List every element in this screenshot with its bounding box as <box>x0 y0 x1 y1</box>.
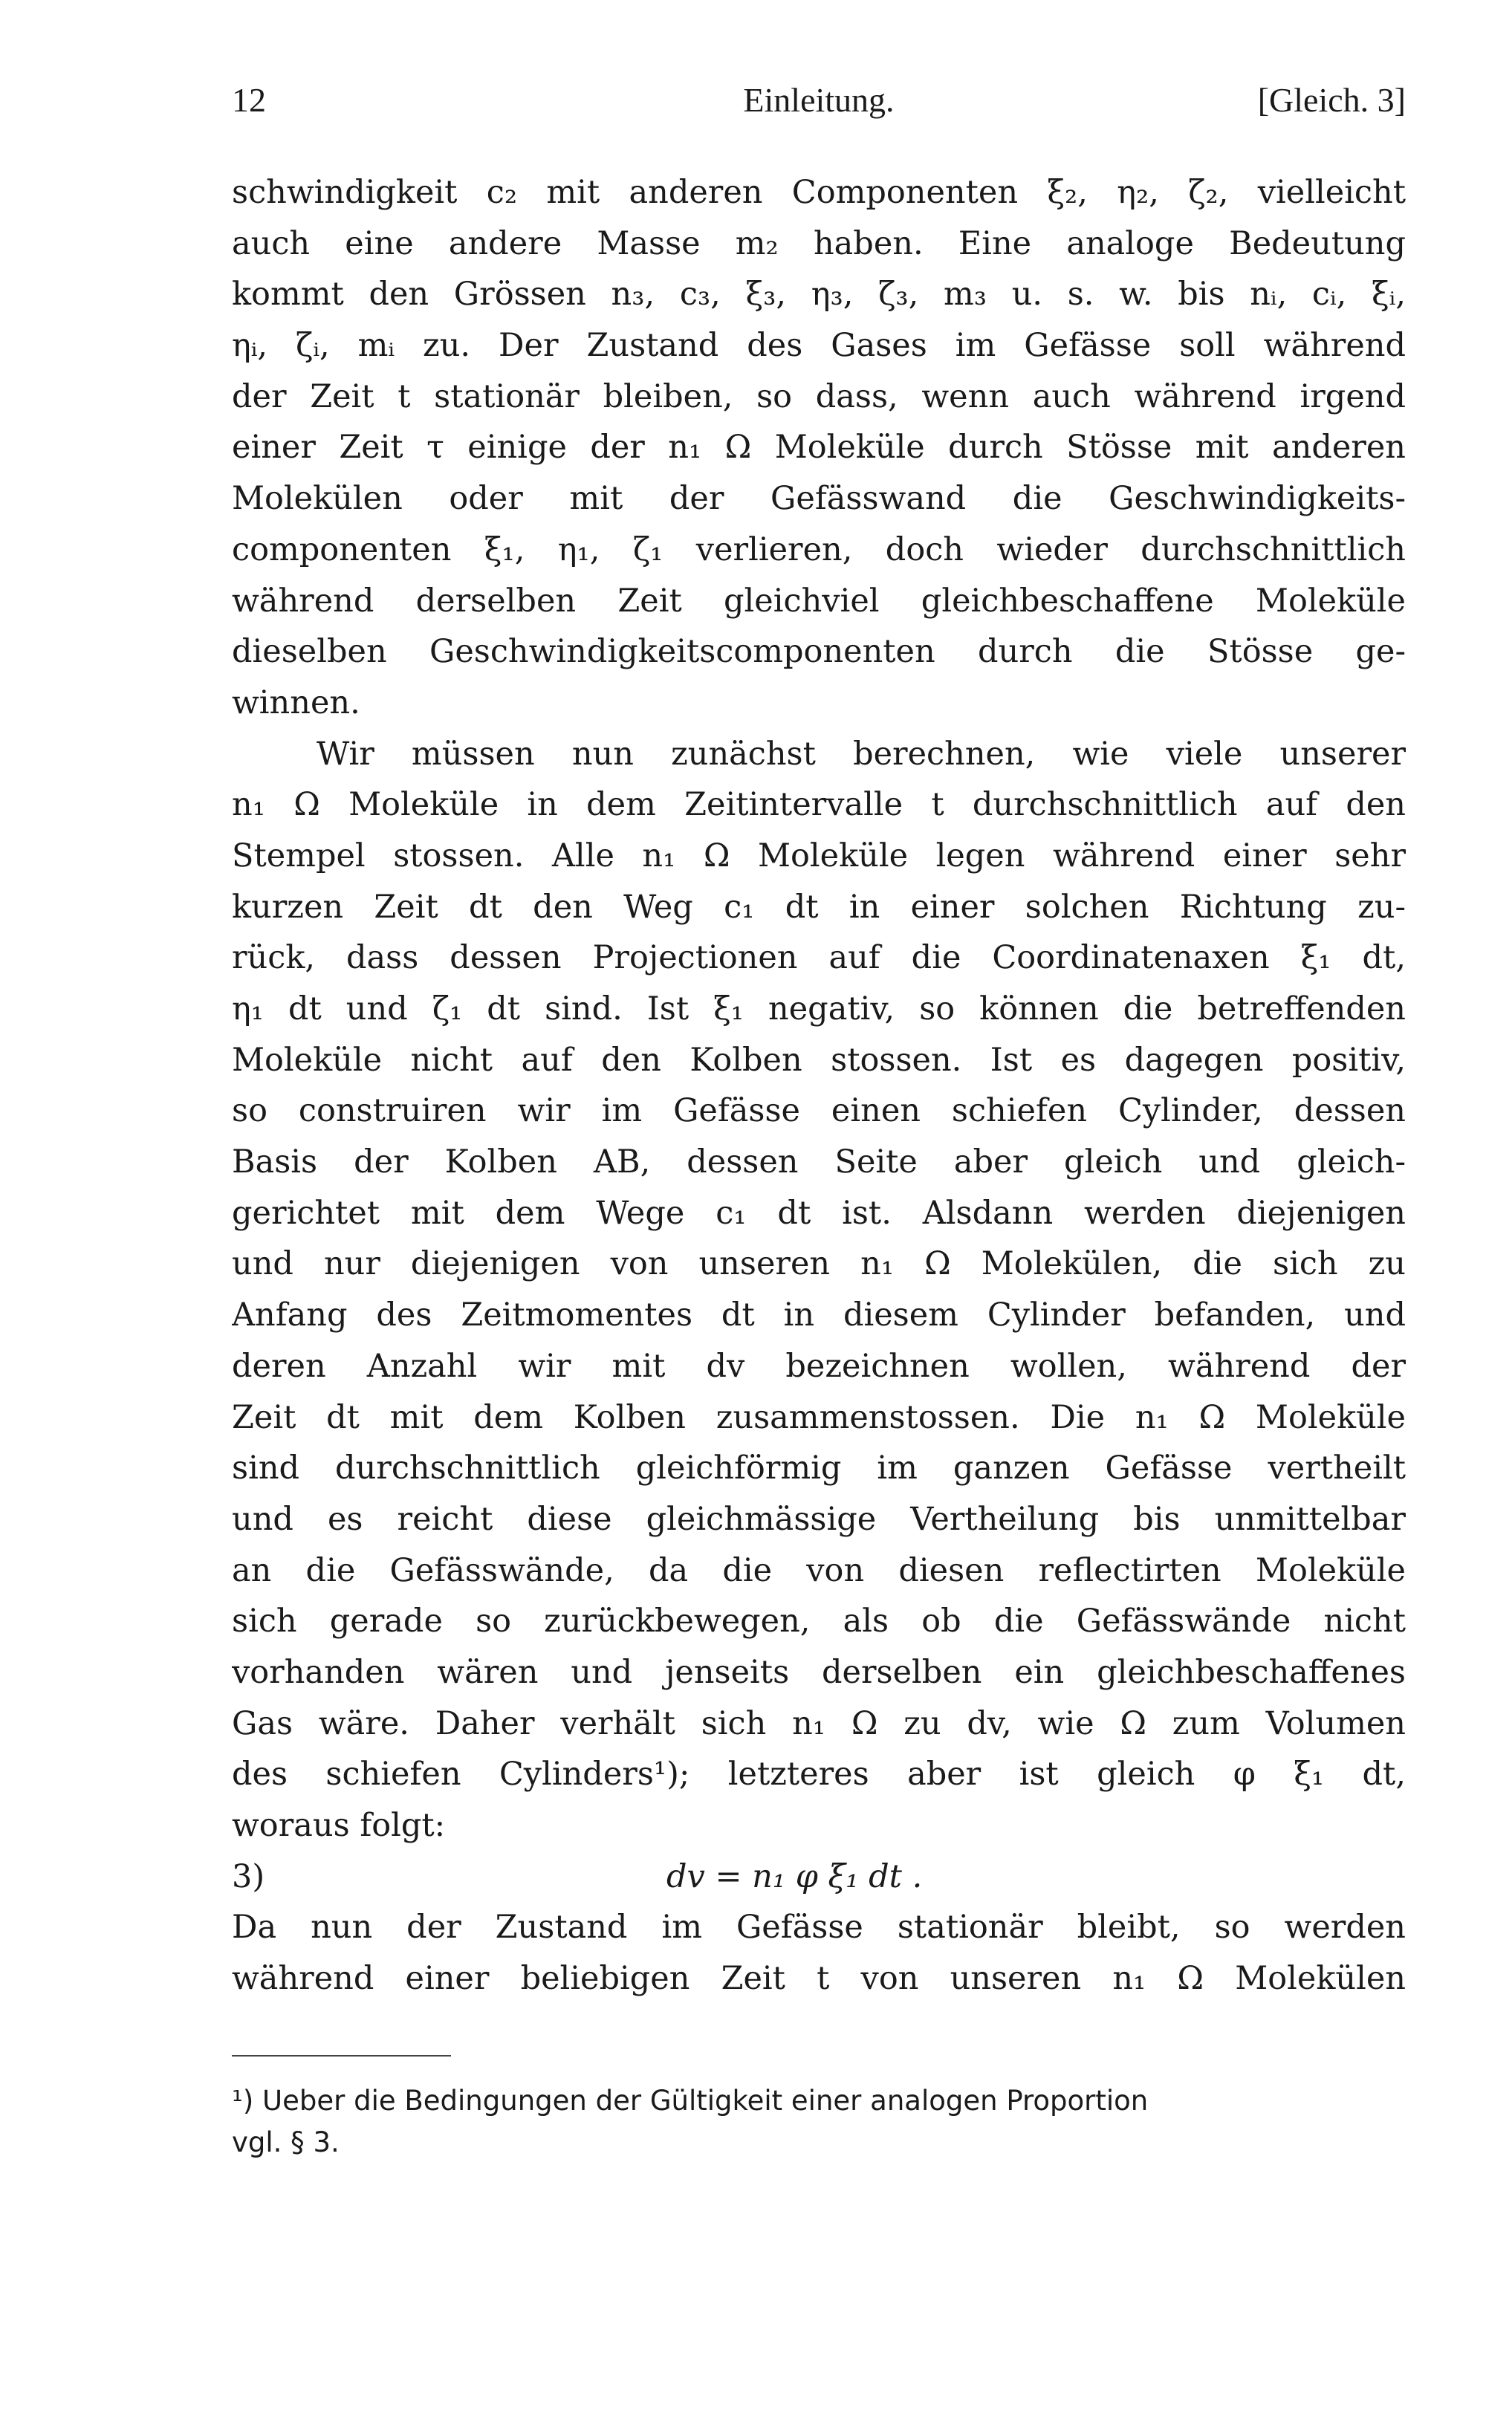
text-line: Molekülen oder mit der Gefässwand die Geschwindigkeits- <box>232 480 1406 518</box>
paragraph-start-line: Wir müssen nun zunächst berechnen, wie viele unserer <box>317 735 1406 773</box>
text-line: Stempel stossen. Alle n₁ Ω Moleküle legen während einer sehr <box>232 837 1406 874</box>
text-line: woraus folgt: <box>232 1807 446 1844</box>
footnote-line: vgl. § 3. <box>232 2126 340 2158</box>
text-line: η₁ dt und ζ₁ dt sind. Ist ξ₁ negativ, so können die betreffenden <box>232 990 1406 1028</box>
text-line: ηᵢ, ζᵢ, mᵢ zu. Der Zustand des Gases im Gefässe soll während <box>232 327 1406 365</box>
body-text <box>232 167 1406 2005</box>
text-line: kommt den Grössen n₃, c₃, ξ₃, η₃, ζ₃, m₃ u. s. w. bis nᵢ, cᵢ, ξᵢ, <box>232 276 1406 314</box>
text-line: Zeit dt mit dem Kolben zusammenstossen. Die n₁ Ω Moleküle <box>232 1398 1406 1436</box>
text-line: während einer beliebigen Zeit t von unseren n₁ Ω Molekülen <box>232 1960 1406 1998</box>
text-line: n₁ Ω Moleküle in dem Zeitintervalle t durchschnittlich auf den <box>232 786 1406 824</box>
equation-number: 3) <box>232 1857 265 1895</box>
text-line: Da nun der Zustand im Gefässe stationär bleibt, so werden <box>232 1909 1406 1947</box>
text-line: winnen. <box>232 684 360 721</box>
text-line: gerichtet mit dem Wege c₁ dt ist. Alsdann werden diejenigen <box>232 1194 1406 1232</box>
footnote-line: ¹) Ueber die Bedingungen der Gültigkeit einer analogen Proportion <box>232 2085 1149 2117</box>
text-line: auch eine andere Masse m₂ haben. Eine analoge Bedeutung <box>232 224 1406 262</box>
footnote <box>232 2080 1406 2164</box>
text-line: an die Gefässwände, da die von diesen reflectirten Moleküle <box>232 1551 1406 1589</box>
text-line: deren Anzahl wir mit dv bezeichnen wollen, während der <box>232 1347 1406 1385</box>
text-line: Anfang des Zeitmomentes dt in diesem Cylinder befanden, und <box>232 1296 1406 1334</box>
text-line: der Zeit t stationär bleiben, so dass, wenn auch während irgend <box>232 377 1406 415</box>
page-number: 12 <box>232 81 266 119</box>
text-line: so construiren wir im Gefässe einen schiefen Cylinder, dessen <box>232 1092 1406 1130</box>
text-line: und es reicht diese gleichmässige Vertheilung bis unmittelbar <box>232 1500 1406 1538</box>
equation-3 <box>232 1851 1406 1903</box>
equation-expression: dv = n₁ φ ξ₁ dt . <box>666 1857 923 1895</box>
text-line: dieselben Geschwindigkeitscomponenten durch die Stösse ge- <box>232 633 1406 671</box>
text-line: und nur diejenigen von unseren n₁ Ω Molekülen, die sich zu <box>232 1245 1406 1283</box>
text-line: schwindigkeit c₂ mit anderen Componenten ξ₂, η₂, ζ₂, vielleicht <box>232 174 1406 211</box>
text-line: vorhanden wären und jenseits derselben ein gleichbeschaffenes <box>232 1653 1406 1691</box>
equation-reference: [Gleich. 3] <box>1257 81 1406 119</box>
footnote-divider <box>232 2055 451 2057</box>
text-line: Basis der Kolben AB, dessen Seite aber gleich und gleich- <box>232 1143 1406 1181</box>
text-line: Moleküle nicht auf den Kolben stossen. Ist es dagegen positiv, <box>232 1041 1406 1079</box>
text-line: sich gerade so zurückbewegen, als ob die Gefässwände nicht <box>232 1603 1406 1640</box>
text-line: componenten ξ₁, η₁, ζ₁ verlieren, doch wieder durchschnittlich <box>232 530 1406 568</box>
running-header <box>232 80 1406 125</box>
text-line: rück, dass dessen Projectionen auf die Coordinatenaxen ξ₁ dt, <box>232 939 1406 977</box>
text-line: während derselben Zeit gleichviel gleichbeschaffene Moleküle <box>232 582 1406 620</box>
running-title: Einleitung. <box>743 81 895 119</box>
text-line: Gas wäre. Daher verhält sich n₁ Ω zu dv, wie Ω zum Volumen <box>232 1704 1406 1742</box>
text-line: des schiefen Cylinders¹); letzteres aber ist gleich φ ξ₁ dt, <box>232 1756 1406 1794</box>
text-line: einer Zeit τ einige der n₁ Ω Moleküle durch Stösse mit anderen <box>232 429 1406 467</box>
text-line: sind durchschnittlich gleichförmig im ganzen Gefässe vertheilt <box>232 1450 1406 1487</box>
text-line: kurzen Zeit dt den Weg c₁ dt in einer solchen Richtung zu- <box>232 888 1406 926</box>
